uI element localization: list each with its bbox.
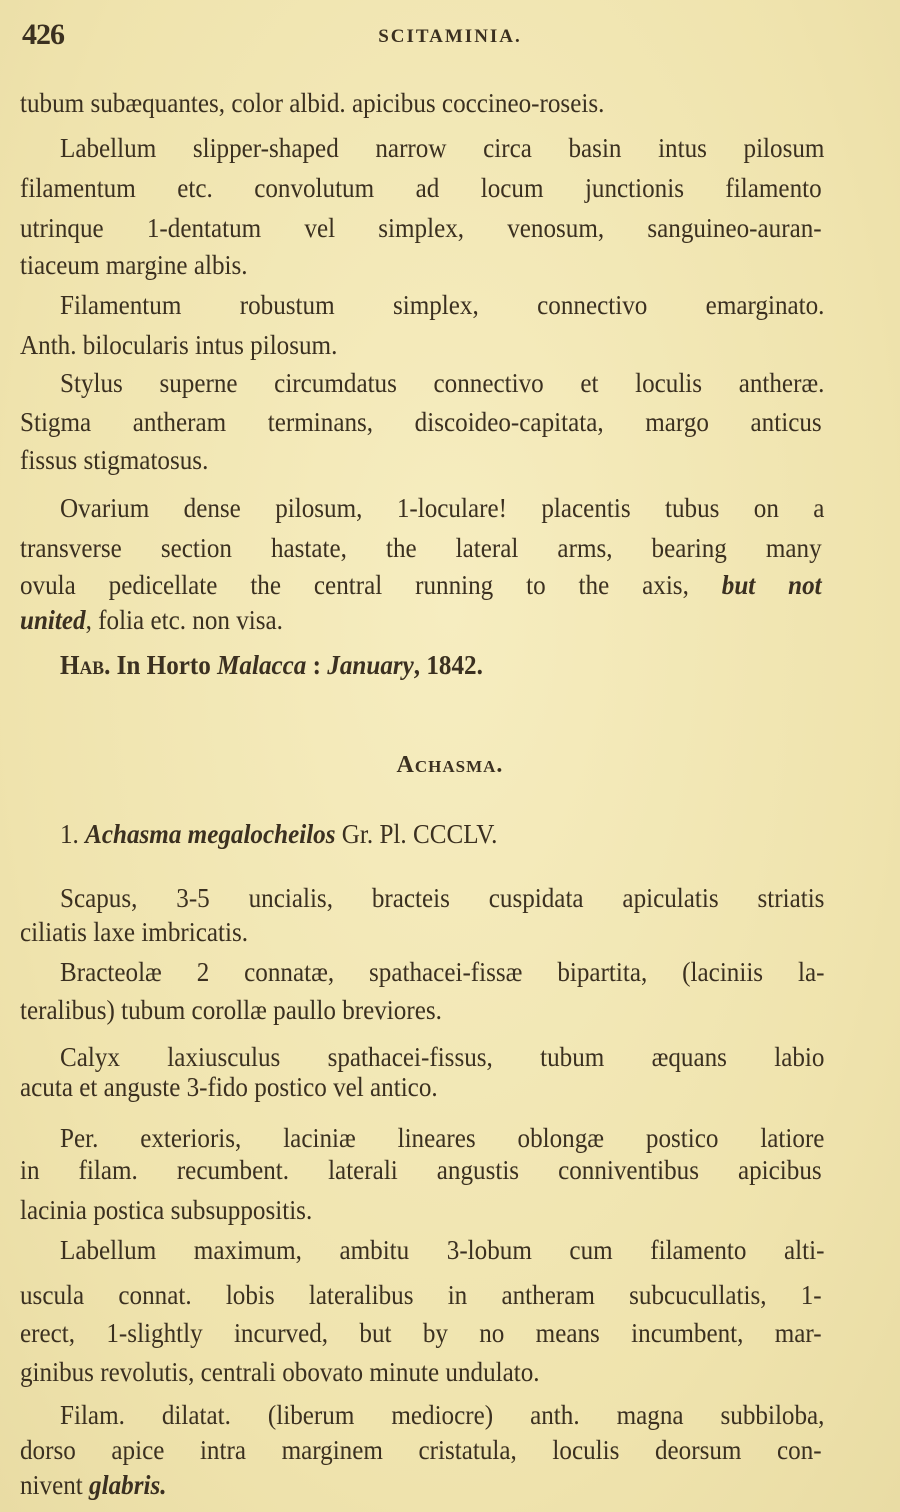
- text-span: tiaceum margine albis.: [20, 250, 248, 280]
- text-span: uscula connat. lobis lateralibus in antheram subcucullatis, 1-: [20, 1280, 822, 1310]
- paragraph-line: [20, 248, 822, 282]
- text-span: Filamentum robustum simplex, connectivo emarginato.: [60, 290, 825, 320]
- paragraph-line: [20, 171, 822, 205]
- text-span: filamentum etc. convolutum ad locum junctionis filamento: [20, 173, 822, 203]
- paragraph-line: [20, 1153, 822, 1187]
- paragraph-first-line: [60, 1040, 824, 1074]
- text-span: ovula pedicellate the central running to the axis,: [20, 570, 722, 600]
- text-span: Anth. bilocularis intus pilosum.: [20, 330, 338, 360]
- text-span: Filam. dilatat. (liberum mediocre) anth. magna subbiloba,: [60, 1400, 825, 1430]
- text-span: erect, 1-slightly incurved, but by no means incumbent, mar-: [20, 1318, 822, 1348]
- paragraph-first-line: [60, 648, 824, 682]
- paragraph-line: [20, 993, 822, 1027]
- paragraph-line: [20, 915, 822, 949]
- text-span: nivent: [20, 1470, 90, 1500]
- text-span: Labellum maximum, ambitu 3-lobum cum filamento alti-: [60, 1235, 825, 1265]
- text-span: Stigma antheram terminans, discoideo-capitata, margo anticus: [20, 407, 822, 437]
- text-span: :: [306, 650, 328, 680]
- text-span: teralibus) tubum corollæ paullo breviores.: [20, 995, 442, 1025]
- paragraph-first-line: [20, 86, 822, 120]
- text-span: ciliatis laxe imbricatis.: [20, 917, 249, 947]
- paragraph-first-line: [60, 366, 824, 400]
- text-span: Scapus, 3-5 uncialis, bracteis cuspidata apiculatis striatis: [60, 883, 825, 913]
- paragraph-line: [20, 531, 822, 565]
- text-span: Ovarium dense pilosum, 1-loculare! placentis tubus on a: [60, 493, 825, 523]
- paragraph-first-line: [60, 288, 824, 322]
- paragraph-line: [20, 568, 822, 602]
- text-span: lacinia postica subsuppositis.: [20, 1195, 313, 1225]
- text-span: tubum subæquantes, color albid. apicibus coccineo-roseis.: [20, 88, 605, 118]
- text-span: Per. exterioris, laciniæ lineares oblongæ postico latiore: [60, 1123, 825, 1153]
- italic-text: glabris.: [89, 1470, 167, 1500]
- paragraph-first-line: [60, 817, 824, 851]
- text-span: Gr. Pl. CCCLV.: [335, 819, 498, 849]
- text-span: utrinque 1-dentatum vel simplex, venosum, sanguineo-auran-: [20, 213, 822, 243]
- italic-text: but not: [721, 570, 822, 600]
- paragraph-line: [20, 211, 822, 245]
- paragraph-line: [20, 405, 822, 439]
- section-heading: Achasma.: [396, 752, 504, 778]
- text-span: In Horto: [110, 650, 218, 680]
- text-span: Bracteolæ 2 connatæ, spathacei-fissæ bipartita, (laciniis la-: [60, 957, 825, 987]
- paragraph-line: [20, 1468, 822, 1502]
- paragraph-line: [20, 443, 822, 477]
- paragraph-line: [20, 1316, 822, 1350]
- text-span: transverse section hastate, the lateral arms, bearing many: [20, 533, 822, 563]
- paragraph-first-line: [60, 131, 824, 165]
- paragraph-first-line: [60, 491, 824, 525]
- small-caps-text: Hab.: [60, 650, 111, 680]
- page-number: 426: [22, 18, 64, 51]
- paragraph-first-line: [60, 955, 824, 989]
- italic-text: Malacca: [217, 650, 307, 680]
- text-span: Calyx laxiusculus spathacei-fissus, tubum æquans labio: [60, 1042, 825, 1072]
- paragraph-line: [20, 328, 822, 362]
- text-span: 1.: [60, 819, 86, 849]
- text-span: fissus stigmatosus.: [20, 445, 209, 475]
- paragraph-first-line: [60, 1398, 824, 1432]
- paragraph-line: [20, 1193, 822, 1227]
- text-span: Labellum slipper-shaped narrow circa basin intus pilosum: [60, 133, 825, 163]
- paragraph-line: [20, 1355, 822, 1389]
- running-title: SCITAMINIA.: [378, 26, 522, 47]
- paragraph-line: [20, 1070, 822, 1104]
- paragraph-first-line: [60, 1121, 824, 1155]
- paragraph-first-line: [60, 1233, 824, 1267]
- text-span: acuta et anguste 3-fido postico vel antico.: [20, 1072, 438, 1102]
- text-span: , 1842.: [413, 650, 483, 680]
- italic-text: united: [20, 605, 86, 635]
- paragraph-first-line: [60, 881, 824, 915]
- text-span: , folia etc. non visa.: [85, 605, 283, 635]
- text-span: Stylus superne circumdatus connectivo et loculis antheræ.: [60, 368, 825, 398]
- italic-text: January: [327, 650, 414, 680]
- paragraph-line: [20, 1278, 822, 1312]
- paragraph-line: [20, 1433, 822, 1467]
- text-span: in filam. recumbent. laterali angustis conniventibus apicibus: [20, 1155, 822, 1185]
- paragraph-line: [20, 603, 822, 637]
- text-span: dorso apice intra marginem cristatula, loculis deorsum con-: [20, 1435, 822, 1465]
- italic-text: Achasma megalocheilos: [85, 819, 336, 849]
- text-span: ginibus revolutis, centrali obovato minute undulato.: [20, 1357, 540, 1387]
